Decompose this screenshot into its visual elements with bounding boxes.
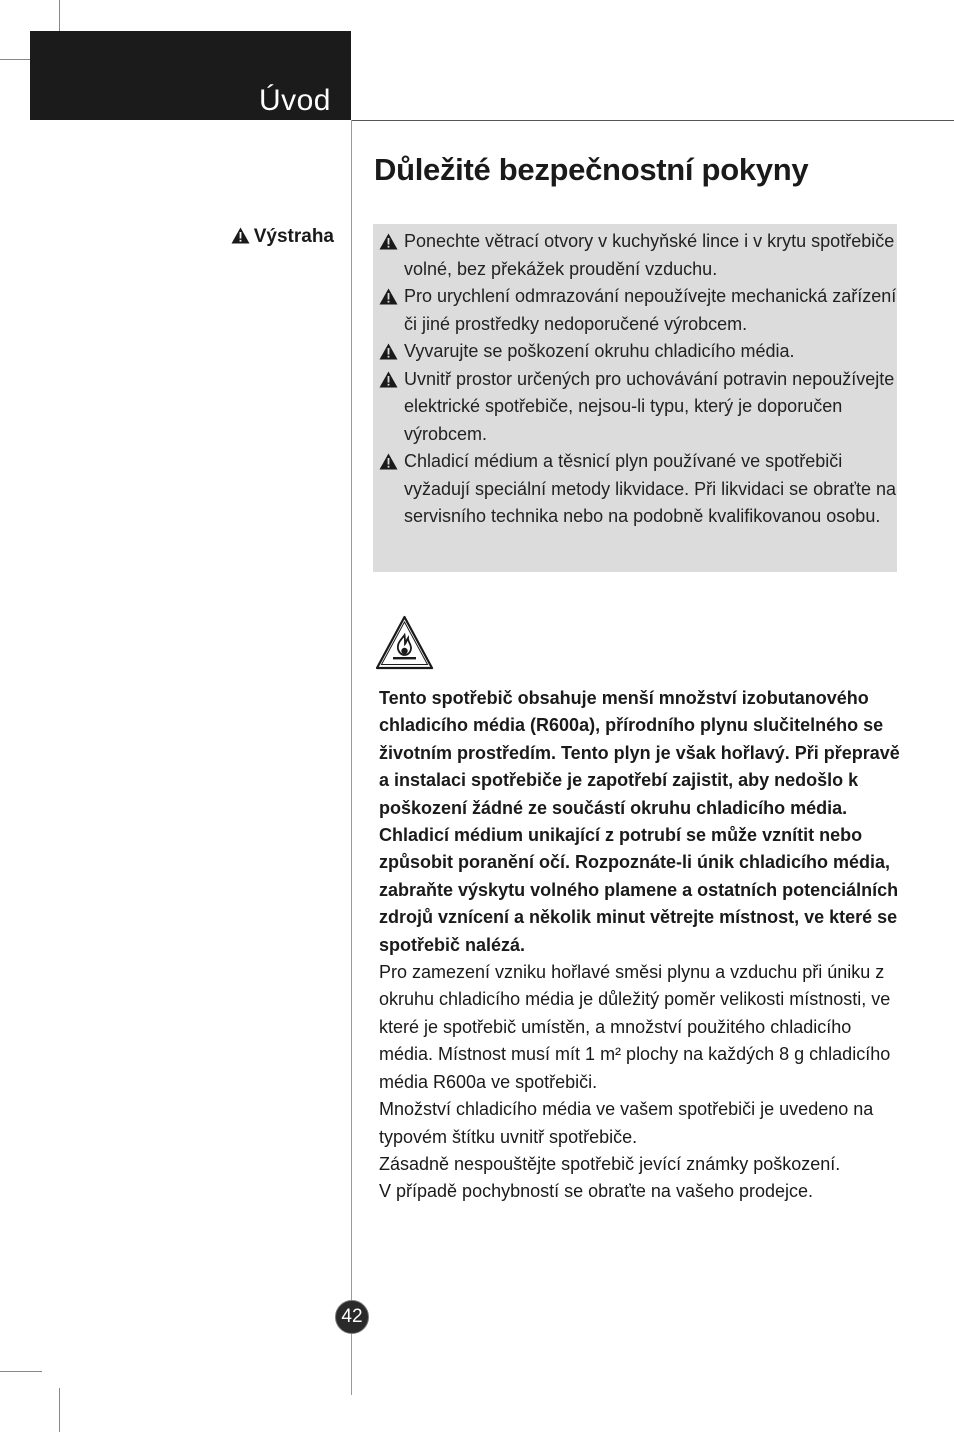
warning-item bbox=[379, 338, 897, 366]
warning-item bbox=[379, 283, 897, 338]
warning-triangle-icon bbox=[231, 227, 250, 244]
warning-box bbox=[373, 224, 897, 572]
warning-item-text: Chladicí médium a těsnicí plyn používané ve spotřebiči vyžadují speciální metody likvidace. Při likvidaci se obraťte na servisního technika nebo na podobně kvalifikovanou osobu. bbox=[404, 451, 896, 526]
warning-item-text: Ponechte větrací otvory v kuchyňské lince i v krytu spotřebiče volné, bez překážek proudění vzduchu. bbox=[404, 231, 895, 279]
body-paragraph: Pro zamezení vzniku hořlavé směsi plynu a vzduchu při úniku z okruhu chladicího média je důležitý poměr velikosti místnosti, ve které je spotřebič umístěn, a množství použitého chladicího média. Místnost musí mít 1 m² plochy na každých 8 g chladicího média R600a ve spotřebiči. bbox=[379, 962, 891, 1092]
body-paragraph: Množství chladicího média ve vašem spotřebiči je uvedeno na typovém štítku uvnitř spotřebiče. bbox=[379, 1099, 874, 1147]
warning-triangle-icon bbox=[379, 233, 398, 250]
warning-item-text: Pro urychlení odmrazování nepoužívejte mechanická zařízení či jiné prostředky nedoporučené výrobcem. bbox=[404, 286, 897, 334]
column-divider bbox=[351, 120, 352, 1395]
warning-side-label-text: Výstraha bbox=[253, 226, 334, 247]
crop-mark bbox=[59, 1388, 60, 1432]
warning-item bbox=[379, 366, 897, 449]
warning-item-text: Vyvarujte se poškození okruhu chladicího média. bbox=[404, 341, 795, 361]
crop-mark bbox=[59, 0, 60, 31]
body-paragraph: Chladicí médium unikající z potrubí se může vznítit nebo způsobit poranění očí. Rozpoznáte-li únik chladicího média, zabraňte výskytu volného plamene a ostatních potenciálních zdrojů vznícení a několik minut větrejte místnost, ve které se spotřebič nalézá. bbox=[379, 825, 899, 955]
warning-list bbox=[373, 224, 897, 531]
warning-side-label bbox=[220, 226, 334, 248]
page-number: 42 bbox=[335, 1300, 369, 1334]
warning-triangle-icon bbox=[379, 453, 398, 470]
crop-mark bbox=[0, 59, 31, 60]
flammable-warning-icon bbox=[375, 615, 434, 670]
warning-triangle-icon bbox=[379, 371, 398, 388]
body-text bbox=[379, 685, 903, 1206]
header-divider bbox=[351, 120, 954, 121]
section-title: Úvod bbox=[258, 84, 331, 117]
page-title: Důležité bezpečnostní pokyny bbox=[374, 152, 809, 187]
body-paragraph: Zásadně nespouštějte spotřebič jevící známky poškození. bbox=[379, 1153, 841, 1174]
warning-triangle-icon bbox=[379, 343, 398, 360]
warning-item bbox=[379, 228, 897, 283]
crop-mark bbox=[0, 1371, 42, 1372]
warning-item bbox=[379, 448, 897, 531]
section-header bbox=[30, 31, 351, 120]
body-paragraph: V případě pochybností se obraťte na vašeho prodejce. bbox=[379, 1181, 814, 1202]
warning-item-text: Uvnitř prostor určených pro uchovávání potravin nepoužívejte elektrické spotřebiče, nejsou-li typu, který je doporučen výrobcem. bbox=[404, 368, 895, 444]
body-paragraph: Tento spotřebič obsahuje menší množství izobutanového chladicího média (R600a), přírodního plynu slučitelného se životním prostředím. Tento plyn je však hořlavý. Při přepravě a instalaci spotřebiče je zapotřebí zajistit, aby nedošlo k poškození žádné ze součástí okruhu chladicího média. bbox=[379, 688, 900, 818]
warning-triangle-icon bbox=[379, 288, 398, 305]
